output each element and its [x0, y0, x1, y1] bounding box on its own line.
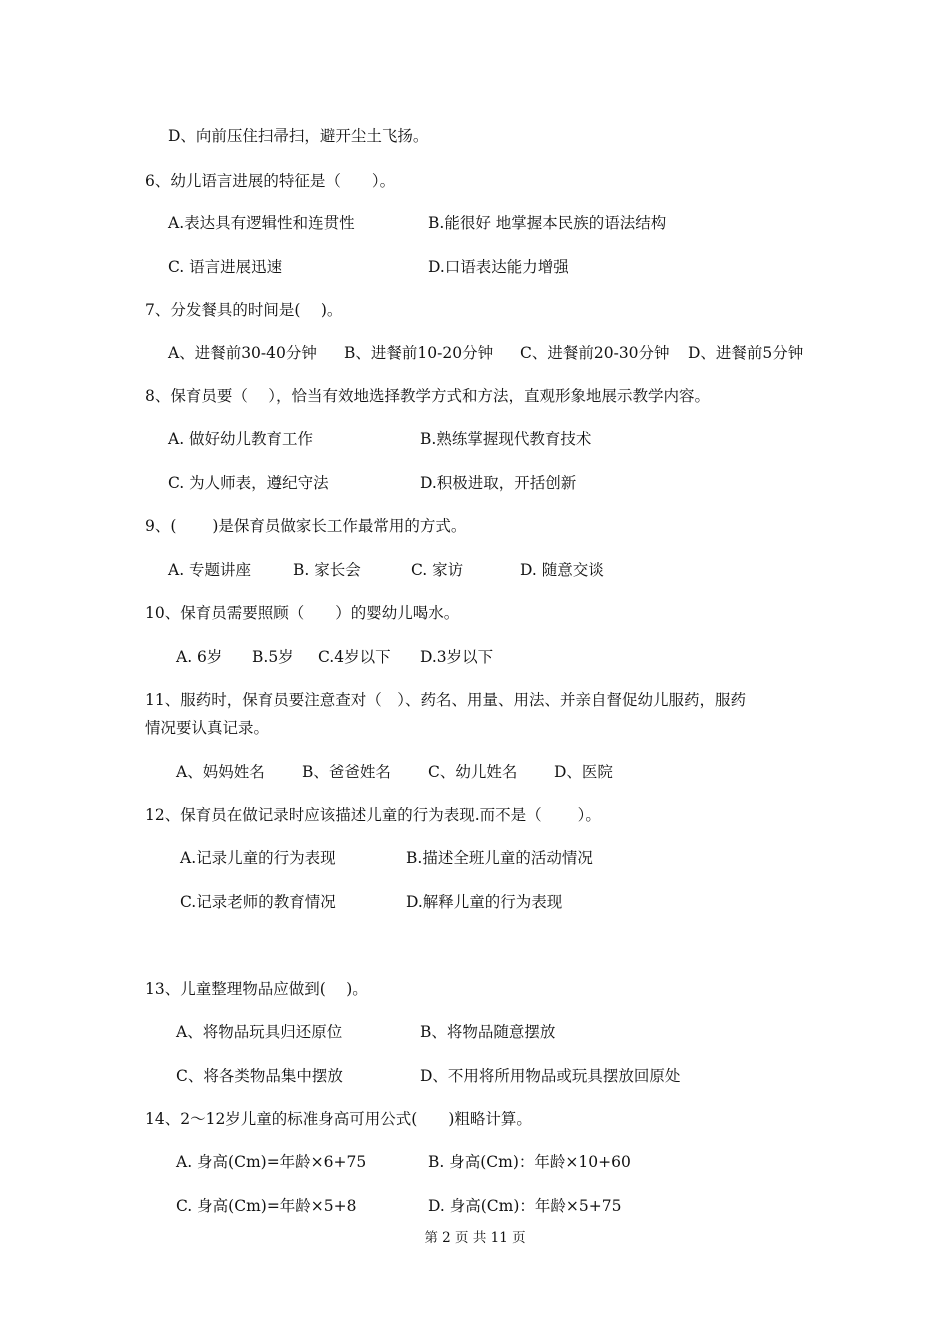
q14-option-a: A. 身高(Cm)=年龄×6+75 — [176, 1153, 367, 1171]
q7-stem: 7、分发餐具的时间是( )。 — [145, 301, 343, 319]
q6-option-a: A.表达具有逻辑性和连贯性 — [168, 214, 355, 232]
q9-option-c: C. 家访 — [411, 561, 464, 579]
q11-stem-line2: 情况要认真记录。 — [145, 719, 270, 737]
q13-option-a: A、将物品玩具归还原位 — [176, 1023, 343, 1041]
q6-option-c: C. 语言进展迅速 — [168, 258, 283, 276]
q12-option-c: C.记录老师的教育情况 — [180, 893, 336, 911]
q11-option-a: A、妈妈姓名 — [176, 763, 265, 781]
q13-option-b: B、将物品随意摆放 — [420, 1023, 556, 1041]
q11-option-d: D、医院 — [554, 763, 613, 781]
q7-option-b: B、进餐前10-20分钟 — [344, 344, 494, 362]
q9-option-a: A. 专题讲座 — [168, 561, 252, 579]
q10-option-c: C.4岁以下 — [318, 648, 391, 666]
q9-stem: 9、( )是保育员做家长工作最常用的方式。 — [145, 517, 467, 535]
q14-option-c: C. 身高(Cm)=年龄×5+8 — [176, 1197, 357, 1215]
q13-option-d: D、不用将所用物品或玩具摆放回原处 — [420, 1067, 681, 1085]
q11-option-c: C、幼儿姓名 — [428, 763, 518, 781]
page-footer: 第 2 页 共 11 页 — [424, 1230, 526, 1246]
q10-option-b: B.5岁 — [252, 648, 294, 666]
q14-stem: 14、2～12岁儿童的标准身高可用公式( )粗略计算。 — [145, 1110, 532, 1128]
q7-option-d: D、进餐前5分钟 — [688, 344, 804, 362]
q11-stem-line1: 11、服药时，保育员要注意查对（ ）、药名、用量、用法、并亲自督促幼儿服药，服药 — [145, 691, 746, 709]
q14-option-b: B. 身高(Cm)：年龄×10+60 — [428, 1153, 631, 1171]
q9-option-d: D. 随意交谈 — [520, 561, 604, 579]
q10-option-d: D.3岁以下 — [420, 648, 494, 666]
q8-option-a: A. 做好幼儿教育工作 — [168, 430, 314, 448]
q7-option-a: A、进餐前30-40分钟 — [168, 344, 317, 362]
q8-option-b: B.熟练掌握现代教育技术 — [420, 430, 592, 448]
q7-option-c: C、进餐前20-30分钟 — [520, 344, 670, 362]
q12-option-a: A.记录儿童的行为表现 — [180, 849, 336, 867]
q5-option-d: D、向前压住扫帚扫，避开尘土飞扬。 — [168, 127, 429, 145]
q13-stem: 13、儿童整理物品应做到( )。 — [145, 980, 368, 998]
q10-option-a: A. 6岁 — [176, 648, 223, 666]
q12-stem: 12、保育员在做记录时应该描述儿童的行为表现.而不是（ ）。 — [145, 806, 601, 824]
q10-stem: 10、保育员需要照顾（ ）的婴幼儿喝水。 — [145, 604, 460, 622]
q6-option-d: D.口语表达能力增强 — [428, 258, 569, 276]
q12-option-b: B.描述全班儿童的活动情况 — [406, 849, 593, 867]
q8-option-c: C. 为人师表，遵纪守法 — [168, 474, 329, 492]
q9-option-b: B. 家长会 — [293, 561, 361, 579]
q14-option-d: D. 身高(Cm)：年龄×5+75 — [428, 1197, 622, 1215]
q8-stem: 8、保育员要（ ），恰当有效地选择教学方式和方法，直观形象地展示教学内容。 — [145, 387, 711, 405]
q6-stem: 6、幼儿语言进展的特征是（ ）。 — [145, 172, 396, 190]
q11-option-b: B、爸爸姓名 — [302, 763, 391, 781]
q12-option-d: D.解释儿童的行为表现 — [406, 893, 563, 911]
q13-option-c: C、将各类物品集中摆放 — [176, 1067, 343, 1085]
q6-option-b: B.能很好 地掌握本民族的语法结构 — [428, 214, 667, 232]
q8-option-d: D.积极进取，开括创新 — [420, 474, 577, 492]
